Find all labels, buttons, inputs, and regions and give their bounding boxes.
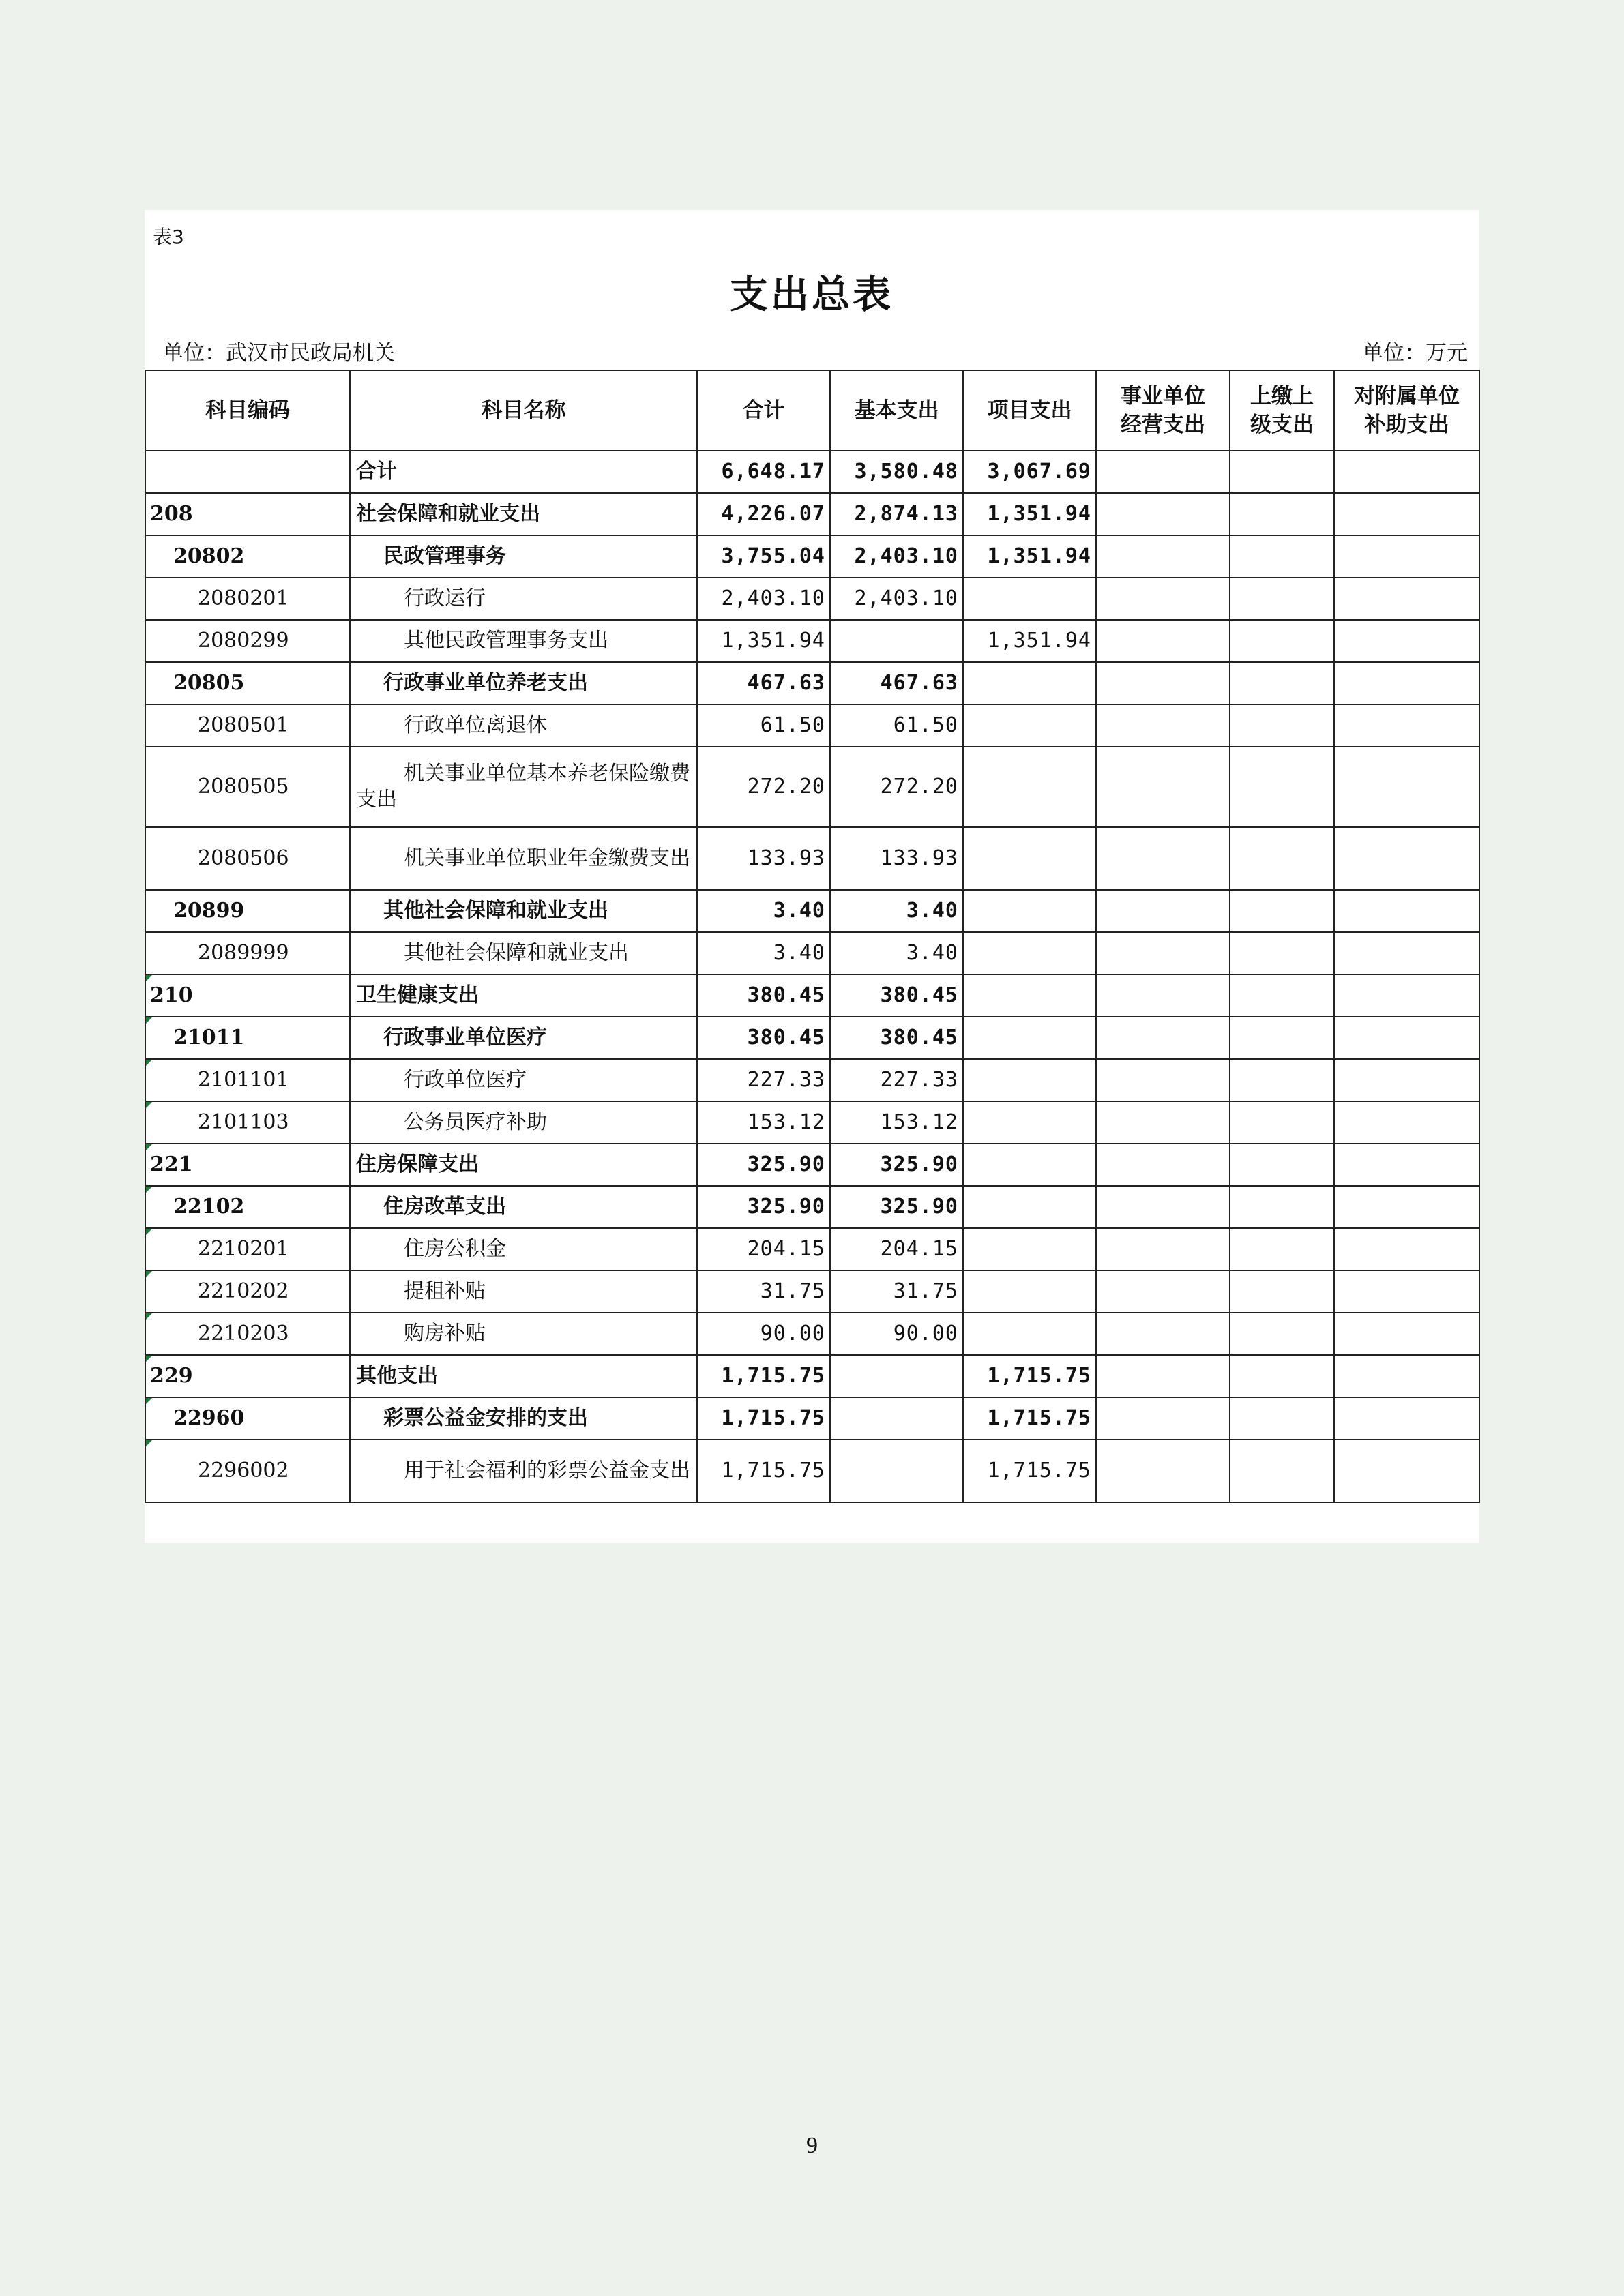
row-name: 合计 (350, 451, 697, 493)
cell-marker-icon (146, 1144, 152, 1150)
row-business (1096, 1017, 1230, 1059)
row-name: 彩票公益金安排的支出 (350, 1397, 697, 1440)
row-basic: 3,580.48 (830, 451, 963, 493)
row-total: 1,715.75 (697, 1397, 830, 1440)
row-business (1096, 1355, 1230, 1397)
row-project: 1,351.94 (963, 493, 1096, 535)
row-project (963, 1144, 1096, 1186)
table-row (145, 1017, 1479, 1059)
header-row (145, 370, 1479, 451)
row-basic: 31.75 (830, 1270, 963, 1313)
row-code-text: 2101103 (198, 1110, 289, 1134)
row-basic: 3.40 (830, 932, 963, 974)
header-total: 合计 (697, 370, 830, 451)
row-code: 2080501 (145, 704, 350, 747)
row-subsidy (1334, 1228, 1479, 1270)
row-code: 2080201 (145, 578, 350, 620)
row-name: 卫生健康支出 (350, 974, 697, 1017)
row-project: 1,351.94 (963, 620, 1096, 662)
row-code: 2080506 (145, 827, 350, 890)
row-name: 提租补贴 (350, 1270, 697, 1313)
row-code-text: 21011 (173, 1026, 245, 1049)
row-subsidy (1334, 662, 1479, 704)
row-total: 31.75 (697, 1270, 830, 1313)
row-total: 133.93 (697, 827, 830, 890)
row-name: 公务员医疗补助 (350, 1101, 697, 1144)
row-upper (1230, 704, 1334, 747)
row-subsidy (1334, 535, 1479, 578)
row-code (145, 1397, 350, 1440)
header-project: 项目支出 (963, 370, 1096, 451)
row-upper (1230, 1440, 1334, 1502)
row-total: 61.50 (697, 704, 830, 747)
row-upper (1230, 620, 1334, 662)
row-subsidy (1334, 1313, 1479, 1355)
row-subsidy (1334, 1397, 1479, 1440)
row-upper (1230, 1355, 1334, 1397)
row-total: 380.45 (697, 974, 830, 1017)
row-total: 1,715.75 (697, 1355, 830, 1397)
unit-organization: 单位：武汉市民政局机关 (162, 341, 395, 366)
row-business (1096, 1186, 1230, 1228)
row-total: 325.90 (697, 1186, 830, 1228)
row-name: 住房改革支出 (350, 1186, 697, 1228)
row-business (1096, 890, 1230, 932)
row-subsidy (1334, 704, 1479, 747)
row-code-text: 2210203 (198, 1322, 289, 1345)
row-business (1096, 1059, 1230, 1101)
row-project (963, 890, 1096, 932)
row-business (1096, 662, 1230, 704)
header-basic: 基本支出 (830, 370, 963, 451)
row-code: 20802 (145, 535, 350, 578)
row-name: 行政运行 (350, 578, 697, 620)
row-project (963, 932, 1096, 974)
row-total: 3.40 (697, 932, 830, 974)
row-code-text: 2210201 (198, 1237, 289, 1261)
row-total: 325.90 (697, 1144, 830, 1186)
row-total: 4,226.07 (697, 493, 830, 535)
row-code-text: 22960 (173, 1406, 245, 1430)
row-name: 行政单位离退休 (350, 704, 697, 747)
row-total: 204.15 (697, 1228, 830, 1270)
row-code (145, 1186, 350, 1228)
row-subsidy (1334, 1355, 1479, 1397)
row-basic: 90.00 (830, 1313, 963, 1355)
row-upper (1230, 1397, 1334, 1440)
row-business (1096, 1440, 1230, 1502)
table-row (145, 1270, 1479, 1313)
row-code (145, 1440, 350, 1502)
row-total: 1,715.75 (697, 1440, 830, 1502)
table-row (145, 747, 1479, 827)
row-code-text: 210 (150, 983, 193, 1007)
row-name: 行政单位医疗 (350, 1059, 697, 1101)
cell-marker-icon (146, 1271, 152, 1277)
cell-marker-icon (146, 1440, 152, 1446)
row-basic: 3.40 (830, 890, 963, 932)
row-code: 2080505 (145, 747, 350, 827)
row-total: 3,755.04 (697, 535, 830, 578)
row-basic: 2,403.10 (830, 535, 963, 578)
row-upper (1230, 1101, 1334, 1144)
header-name: 科目名称 (350, 370, 697, 451)
row-business (1096, 704, 1230, 747)
row-project (963, 1017, 1096, 1059)
cell-marker-icon (146, 975, 152, 981)
row-subsidy (1334, 827, 1479, 890)
row-business (1096, 974, 1230, 1017)
row-basic: 272.20 (830, 747, 963, 827)
row-project (963, 578, 1096, 620)
table-row (145, 662, 1479, 704)
row-total: 6,648.17 (697, 451, 830, 493)
row-business (1096, 1397, 1230, 1440)
row-project (963, 747, 1096, 827)
row-upper (1230, 1228, 1334, 1270)
row-name: 其他民政管理事务支出 (350, 620, 697, 662)
row-upper (1230, 451, 1334, 493)
table-row (145, 1355, 1479, 1397)
row-upper (1230, 827, 1334, 890)
row-subsidy (1334, 974, 1479, 1017)
row-name: 机关事业单位职业年金缴费支出 (350, 827, 697, 890)
header-upper-line1: 上缴上 (1250, 384, 1314, 408)
row-code (145, 1313, 350, 1355)
row-code: 20899 (145, 890, 350, 932)
row-name: 民政管理事务 (350, 535, 697, 578)
table-row (145, 620, 1479, 662)
row-business (1096, 1101, 1230, 1144)
row-upper (1230, 1186, 1334, 1228)
row-basic: 227.33 (830, 1059, 963, 1101)
row-code-text: 2210202 (198, 1279, 289, 1303)
row-basic: 2,403.10 (830, 578, 963, 620)
row-code-text: 221 (150, 1152, 193, 1176)
row-business (1096, 1228, 1230, 1270)
row-upper (1230, 1144, 1334, 1186)
row-business (1096, 1313, 1230, 1355)
row-code (145, 1270, 350, 1313)
cell-marker-icon (146, 1229, 152, 1235)
row-name: 其他社会保障和就业支出 (350, 932, 697, 974)
row-basic (830, 620, 963, 662)
row-project (963, 1186, 1096, 1228)
row-upper (1230, 662, 1334, 704)
row-subsidy (1334, 493, 1479, 535)
table-row (145, 1059, 1479, 1101)
row-subsidy (1334, 1144, 1479, 1186)
row-code (145, 1101, 350, 1144)
row-business (1096, 1270, 1230, 1313)
row-name: 机关事业单位基本养老保险缴费支出 (350, 747, 697, 827)
row-project (963, 662, 1096, 704)
table-row (145, 1440, 1479, 1502)
row-code-text: 2296002 (198, 1459, 289, 1482)
table-row (145, 704, 1479, 747)
row-basic: 204.15 (830, 1228, 963, 1270)
row-upper (1230, 578, 1334, 620)
row-code: 20805 (145, 662, 350, 704)
row-basic: 325.90 (830, 1186, 963, 1228)
row-upper (1230, 747, 1334, 827)
row-name: 其他支出 (350, 1355, 697, 1397)
row-code: 2080299 (145, 620, 350, 662)
row-upper (1230, 1017, 1334, 1059)
row-project (963, 1313, 1096, 1355)
table-row (145, 1228, 1479, 1270)
row-upper (1230, 535, 1334, 578)
row-name: 住房公积金 (350, 1228, 697, 1270)
page-number: 9 (806, 2133, 818, 2158)
row-project (963, 1059, 1096, 1101)
row-code: 2089999 (145, 932, 350, 974)
row-code (145, 974, 350, 1017)
row-total: 1,351.94 (697, 620, 830, 662)
row-name: 住房保障支出 (350, 1144, 697, 1186)
row-basic: 153.12 (830, 1101, 963, 1144)
row-project (963, 1101, 1096, 1144)
row-basic: 325.90 (830, 1144, 963, 1186)
header-business-line1: 事业单位 (1121, 384, 1205, 408)
row-total: 3.40 (697, 890, 830, 932)
row-subsidy (1334, 1101, 1479, 1144)
table-row (145, 493, 1479, 535)
cell-marker-icon (146, 1398, 152, 1404)
budget-sheet (145, 210, 1479, 1543)
table-row (145, 974, 1479, 1017)
table-row (145, 890, 1479, 932)
row-business (1096, 535, 1230, 578)
expenditure-table (145, 370, 1480, 1503)
row-name: 社会保障和就业支出 (350, 493, 697, 535)
row-upper (1230, 1059, 1334, 1101)
row-total: 380.45 (697, 1017, 830, 1059)
row-basic (830, 1355, 963, 1397)
row-project (963, 974, 1096, 1017)
row-code-text: 229 (150, 1364, 193, 1388)
row-business (1096, 620, 1230, 662)
cell-marker-icon (146, 1102, 152, 1108)
table-row (145, 535, 1479, 578)
row-code (145, 1144, 350, 1186)
row-total: 272.20 (697, 747, 830, 827)
row-basic (830, 1397, 963, 1440)
row-basic: 467.63 (830, 662, 963, 704)
cell-marker-icon (146, 1060, 152, 1066)
row-code-text: 22102 (173, 1195, 245, 1219)
row-project: 1,715.75 (963, 1440, 1096, 1502)
unit-currency: 单位：万元 (1362, 341, 1468, 366)
row-total: 227.33 (697, 1059, 830, 1101)
table-row (145, 578, 1479, 620)
row-subsidy (1334, 578, 1479, 620)
row-business (1096, 451, 1230, 493)
row-subsidy (1334, 1059, 1479, 1101)
row-code (145, 1355, 350, 1397)
row-upper (1230, 1270, 1334, 1313)
row-project (963, 1270, 1096, 1313)
row-name: 购房补贴 (350, 1313, 697, 1355)
cell-marker-icon (146, 1017, 152, 1024)
cell-marker-icon (146, 1356, 152, 1362)
header-upper-line2: 级支出 (1250, 413, 1314, 437)
row-project (963, 827, 1096, 890)
row-subsidy (1334, 1440, 1479, 1502)
row-basic: 2,874.13 (830, 493, 963, 535)
header-business (1096, 370, 1230, 451)
row-subsidy (1334, 1017, 1479, 1059)
row-subsidy (1334, 1270, 1479, 1313)
table-label: 表3 (153, 226, 184, 248)
header-code: 科目编码 (145, 370, 350, 451)
table-row (145, 451, 1479, 493)
row-business (1096, 1144, 1230, 1186)
row-upper (1230, 932, 1334, 974)
row-business (1096, 578, 1230, 620)
row-code-text: 2101101 (198, 1068, 289, 1092)
row-project: 1,715.75 (963, 1397, 1096, 1440)
row-name: 其他社会保障和就业支出 (350, 890, 697, 932)
row-business (1096, 747, 1230, 827)
header-upper (1230, 370, 1334, 451)
table-row (145, 932, 1479, 974)
row-name: 行政事业单位养老支出 (350, 662, 697, 704)
row-total: 2,403.10 (697, 578, 830, 620)
row-subsidy (1334, 1186, 1479, 1228)
row-business (1096, 493, 1230, 535)
cell-marker-icon (146, 1313, 152, 1320)
table-row (145, 1313, 1479, 1355)
cell-marker-icon (146, 1187, 152, 1193)
row-basic: 380.45 (830, 1017, 963, 1059)
table-row (145, 1144, 1479, 1186)
row-subsidy (1334, 890, 1479, 932)
row-project (963, 704, 1096, 747)
header-subsidy-line2: 补助支出 (1364, 413, 1449, 437)
row-upper (1230, 1313, 1334, 1355)
row-subsidy (1334, 932, 1479, 974)
row-upper (1230, 493, 1334, 535)
row-basic (830, 1440, 963, 1502)
header-subsidy-line1: 对附属单位 (1354, 384, 1460, 408)
row-basic: 380.45 (830, 974, 963, 1017)
row-project (963, 1228, 1096, 1270)
row-basic: 133.93 (830, 827, 963, 890)
row-upper (1230, 974, 1334, 1017)
row-project: 3,067.69 (963, 451, 1096, 493)
row-code (145, 1059, 350, 1101)
row-subsidy (1334, 747, 1479, 827)
row-code (145, 1017, 350, 1059)
table-row (145, 827, 1479, 890)
row-basic: 61.50 (830, 704, 963, 747)
row-total: 153.12 (697, 1101, 830, 1144)
row-name: 用于社会福利的彩票公益金支出 (350, 1440, 697, 1502)
row-name: 行政事业单位医疗 (350, 1017, 697, 1059)
page-title: 支出总表 (730, 272, 894, 317)
row-code (145, 451, 350, 493)
row-code (145, 1228, 350, 1270)
table-row (145, 1397, 1479, 1440)
row-total: 467.63 (697, 662, 830, 704)
header-business-line2: 经营支出 (1121, 413, 1205, 437)
table-row (145, 1101, 1479, 1144)
table-row (145, 1186, 1479, 1228)
row-project: 1,715.75 (963, 1355, 1096, 1397)
header-subsidy (1334, 370, 1479, 451)
row-total: 90.00 (697, 1313, 830, 1355)
row-code: 208 (145, 493, 350, 535)
row-project: 1,351.94 (963, 535, 1096, 578)
row-business (1096, 932, 1230, 974)
row-upper (1230, 890, 1334, 932)
row-subsidy (1334, 451, 1479, 493)
row-subsidy (1334, 620, 1479, 662)
row-business (1096, 827, 1230, 890)
